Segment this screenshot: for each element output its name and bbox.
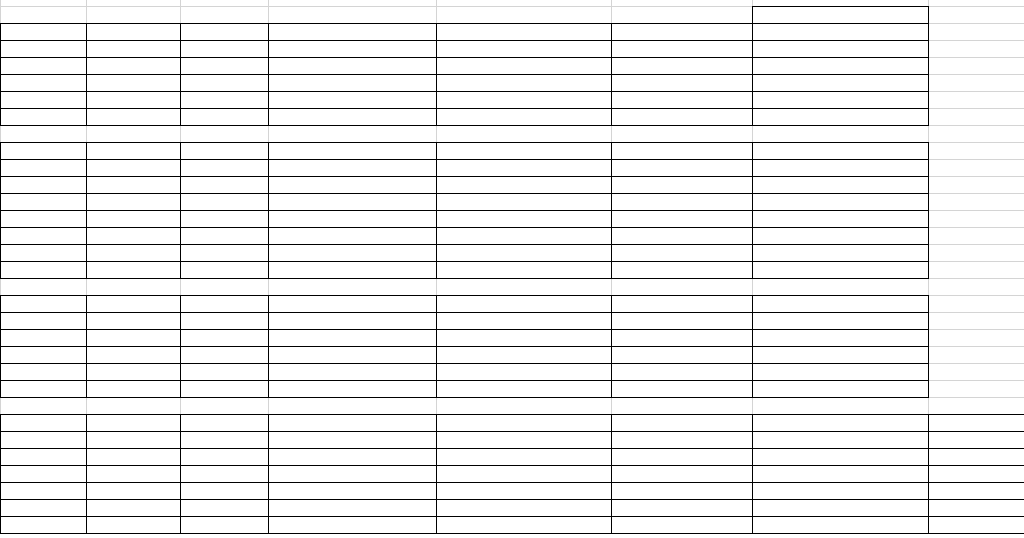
table-cell[interactable] xyxy=(611,499,752,516)
table-cell[interactable] xyxy=(0,193,86,210)
table-cell[interactable] xyxy=(268,312,436,329)
header-cell[interactable] xyxy=(752,295,928,312)
cell-border xyxy=(180,142,181,279)
cell-border xyxy=(0,380,929,381)
table-row xyxy=(0,210,1024,227)
table-cell[interactable] xyxy=(180,74,268,91)
table-row xyxy=(0,74,1024,91)
table-cell[interactable] xyxy=(180,312,268,329)
table-cell[interactable] xyxy=(752,244,928,261)
table-row xyxy=(0,40,1024,57)
table-cell[interactable] xyxy=(268,380,436,397)
table-row xyxy=(0,312,1024,329)
table-cell[interactable] xyxy=(180,261,268,278)
cell-border xyxy=(180,414,181,534)
table-row xyxy=(0,329,1024,346)
table-cell[interactable] xyxy=(752,40,928,57)
table-cell[interactable] xyxy=(180,193,268,210)
cell-border xyxy=(0,91,929,92)
table-cell[interactable] xyxy=(436,227,611,244)
table-cell[interactable] xyxy=(86,482,180,499)
cell-border xyxy=(0,295,929,296)
table-cell[interactable] xyxy=(752,176,928,193)
cell-border xyxy=(0,108,929,109)
spacer-row xyxy=(0,397,1024,414)
table-row xyxy=(0,244,1024,261)
table-cell[interactable] xyxy=(436,465,611,482)
table-cell[interactable] xyxy=(611,91,752,108)
table-cell[interactable] xyxy=(268,448,436,465)
table-cell[interactable] xyxy=(752,516,928,533)
table-cell[interactable] xyxy=(752,346,928,363)
table-cell[interactable] xyxy=(436,448,611,465)
table-cell[interactable] xyxy=(436,312,611,329)
cell-border xyxy=(752,142,753,279)
table-cell[interactable] xyxy=(928,516,1024,533)
table-cell[interactable] xyxy=(436,176,611,193)
table-cell[interactable] xyxy=(611,448,752,465)
header-cell[interactable] xyxy=(268,295,436,312)
cell-border xyxy=(0,329,929,330)
spacer-row xyxy=(0,125,1024,142)
cell-border xyxy=(0,23,1,126)
table-cell[interactable] xyxy=(180,210,268,227)
cell-border xyxy=(0,125,929,126)
cell-border xyxy=(0,448,1024,449)
cell-border xyxy=(268,142,269,279)
table-row xyxy=(0,261,1024,278)
table-cell[interactable] xyxy=(268,346,436,363)
header-row xyxy=(0,295,1024,312)
table-cell[interactable] xyxy=(86,448,180,465)
table-cell[interactable] xyxy=(180,159,268,176)
table-cell[interactable] xyxy=(180,363,268,380)
table-cell[interactable] xyxy=(611,312,752,329)
table-cell[interactable] xyxy=(86,57,180,74)
table-cell[interactable] xyxy=(180,431,268,448)
table-row xyxy=(0,159,1024,176)
table-cell[interactable] xyxy=(752,312,928,329)
table-cell[interactable] xyxy=(436,346,611,363)
cell-border xyxy=(436,414,437,534)
table-cell[interactable] xyxy=(752,74,928,91)
table-row xyxy=(0,482,1024,499)
table-cell[interactable] xyxy=(268,329,436,346)
cell-border xyxy=(611,23,612,126)
cell-border xyxy=(928,414,929,534)
table-cell[interactable] xyxy=(611,40,752,57)
cell-border xyxy=(268,414,269,534)
table-cell[interactable] xyxy=(180,448,268,465)
table-cell[interactable] xyxy=(611,74,752,91)
table-cell[interactable] xyxy=(86,431,180,448)
table-cell[interactable] xyxy=(0,431,86,448)
cell-border xyxy=(0,57,929,58)
table-row xyxy=(0,176,1024,193)
table-cell[interactable] xyxy=(268,210,436,227)
header-cell[interactable] xyxy=(611,295,752,312)
table-cell[interactable] xyxy=(180,176,268,193)
header-row xyxy=(0,414,1024,431)
table-cell[interactable] xyxy=(86,329,180,346)
table-cell[interactable] xyxy=(86,40,180,57)
table-cell[interactable] xyxy=(752,227,928,244)
table-cell[interactable] xyxy=(268,108,436,125)
table-cell[interactable] xyxy=(752,159,928,176)
cell-border xyxy=(86,414,87,534)
table-cell[interactable] xyxy=(752,431,928,448)
table-cell[interactable] xyxy=(86,108,180,125)
header-cell[interactable] xyxy=(611,23,752,40)
table-row xyxy=(0,465,1024,482)
table-cell[interactable] xyxy=(0,227,86,244)
table-cell[interactable] xyxy=(611,482,752,499)
cell-border xyxy=(752,23,753,126)
cell-border xyxy=(0,414,1,534)
table-row xyxy=(0,380,1024,397)
table-cell[interactable] xyxy=(0,380,86,397)
table-cell[interactable] xyxy=(611,176,752,193)
cell-border xyxy=(436,295,437,398)
table-cell[interactable] xyxy=(0,499,86,516)
cell-border xyxy=(0,295,1,398)
table-cell[interactable] xyxy=(0,261,86,278)
header-cell[interactable] xyxy=(268,142,436,159)
cell-border xyxy=(928,295,929,398)
header-row xyxy=(0,6,1024,23)
table-cell[interactable] xyxy=(268,176,436,193)
table-cell[interactable] xyxy=(436,363,611,380)
table-cell[interactable] xyxy=(86,210,180,227)
table-cell[interactable] xyxy=(180,346,268,363)
cell-border xyxy=(611,414,612,534)
cell-border xyxy=(436,23,437,126)
table-cell[interactable] xyxy=(928,448,1024,465)
table-cell[interactable] xyxy=(268,482,436,499)
table-cell[interactable] xyxy=(268,244,436,261)
cell-border xyxy=(0,40,929,41)
table-cell[interactable] xyxy=(436,482,611,499)
table-cell[interactable] xyxy=(436,57,611,74)
header-row xyxy=(0,23,1024,40)
table-cell[interactable] xyxy=(0,516,86,533)
table-cell[interactable] xyxy=(268,74,436,91)
table-cell[interactable] xyxy=(436,244,611,261)
cell-border xyxy=(180,295,181,398)
cell-border xyxy=(752,414,753,534)
table-cell[interactable] xyxy=(86,176,180,193)
table-cell[interactable] xyxy=(436,40,611,57)
table-cell[interactable] xyxy=(180,227,268,244)
table-cell[interactable] xyxy=(0,210,86,227)
header-cell[interactable] xyxy=(180,142,268,159)
table-cell[interactable] xyxy=(180,465,268,482)
table-cell[interactable] xyxy=(436,380,611,397)
cell-border xyxy=(180,23,181,126)
table-row xyxy=(0,516,1024,533)
table-cell[interactable] xyxy=(752,329,928,346)
cell-border xyxy=(0,499,1024,500)
table-cell[interactable] xyxy=(268,193,436,210)
table-cell[interactable] xyxy=(268,227,436,244)
cell-border xyxy=(86,23,87,126)
cell-border xyxy=(0,346,929,347)
table-cell[interactable] xyxy=(0,465,86,482)
table-cell[interactable] xyxy=(86,244,180,261)
table-cell[interactable] xyxy=(86,312,180,329)
table-cell[interactable] xyxy=(0,448,86,465)
cell-border xyxy=(611,295,612,398)
cell-border xyxy=(611,142,612,279)
table-cell[interactable] xyxy=(268,499,436,516)
table-cell[interactable] xyxy=(928,482,1024,499)
table-cell[interactable] xyxy=(752,465,928,482)
table-cell[interactable] xyxy=(86,380,180,397)
table-cell[interactable] xyxy=(752,363,928,380)
table-cell[interactable] xyxy=(86,91,180,108)
table-cell[interactable] xyxy=(180,380,268,397)
table-cell[interactable] xyxy=(752,499,928,516)
table-cell[interactable] xyxy=(436,193,611,210)
table-cell[interactable] xyxy=(180,482,268,499)
header-cell[interactable] xyxy=(611,142,752,159)
table-cell[interactable] xyxy=(0,346,86,363)
table-cell[interactable] xyxy=(268,57,436,74)
table-cell[interactable] xyxy=(268,159,436,176)
header-row xyxy=(0,142,1024,159)
table-cell[interactable] xyxy=(180,244,268,261)
cell-border xyxy=(268,23,269,126)
cell-border xyxy=(0,261,929,262)
header-cell[interactable] xyxy=(752,23,928,40)
table-cell[interactable] xyxy=(0,482,86,499)
cell-border xyxy=(752,295,753,398)
header-cell[interactable] xyxy=(268,23,436,40)
header-cell[interactable] xyxy=(0,23,86,40)
cell-border xyxy=(436,142,437,279)
table-cell[interactable] xyxy=(928,465,1024,482)
header-cell[interactable] xyxy=(436,414,611,431)
cell-border xyxy=(0,244,929,245)
table-cell[interactable] xyxy=(86,346,180,363)
header-cell[interactable] xyxy=(86,295,180,312)
cell-border xyxy=(0,210,929,211)
table-cell[interactable] xyxy=(0,329,86,346)
table-cell[interactable] xyxy=(86,465,180,482)
table-cell[interactable] xyxy=(611,465,752,482)
cell-border xyxy=(0,397,929,398)
header-cell[interactable] xyxy=(86,414,180,431)
table-cell[interactable] xyxy=(86,516,180,533)
table-cell[interactable] xyxy=(268,261,436,278)
table-cell[interactable] xyxy=(436,91,611,108)
header-cell[interactable] xyxy=(180,414,268,431)
table-cell[interactable] xyxy=(928,499,1024,516)
table-row xyxy=(0,448,1024,465)
header-cell[interactable] xyxy=(752,6,928,23)
table-cell[interactable] xyxy=(0,244,86,261)
table-cell[interactable] xyxy=(611,210,752,227)
header-cell[interactable] xyxy=(180,23,268,40)
cell-border xyxy=(928,23,929,126)
table-cell[interactable] xyxy=(268,40,436,57)
table-row xyxy=(0,227,1024,244)
table-cell[interactable] xyxy=(436,499,611,516)
table-cell[interactable] xyxy=(180,40,268,57)
table-cell[interactable] xyxy=(268,516,436,533)
cell-border xyxy=(0,193,929,194)
cell-border xyxy=(0,533,1024,534)
cell-border xyxy=(0,278,929,279)
table-cell[interactable] xyxy=(436,210,611,227)
table-cell[interactable] xyxy=(180,108,268,125)
table-cell[interactable] xyxy=(611,193,752,210)
table-cell[interactable] xyxy=(611,346,752,363)
table-cell[interactable] xyxy=(86,261,180,278)
table-cell[interactable] xyxy=(752,193,928,210)
table-cell[interactable] xyxy=(611,380,752,397)
table-cell[interactable] xyxy=(928,431,1024,448)
table-row xyxy=(0,57,1024,74)
table-cell[interactable] xyxy=(611,227,752,244)
table-cell[interactable] xyxy=(611,261,752,278)
table-cell[interactable] xyxy=(0,74,86,91)
header-cell[interactable] xyxy=(86,23,180,40)
table-cell[interactable] xyxy=(86,74,180,91)
table-cell[interactable] xyxy=(611,431,752,448)
table-cell[interactable] xyxy=(180,91,268,108)
cell-border xyxy=(0,516,1024,517)
cell-border xyxy=(0,23,929,24)
cell-border xyxy=(0,363,929,364)
cell-border xyxy=(86,295,87,398)
table-cell[interactable] xyxy=(0,57,86,74)
cell-border xyxy=(0,414,1024,415)
table-cell[interactable] xyxy=(752,108,928,125)
table-cell[interactable] xyxy=(0,40,86,57)
table-row xyxy=(0,193,1024,210)
cell-border xyxy=(0,159,929,160)
table-cell[interactable] xyxy=(436,159,611,176)
header-cell[interactable] xyxy=(436,295,611,312)
table-row xyxy=(0,346,1024,363)
table-cell[interactable] xyxy=(752,380,928,397)
cell-border xyxy=(0,312,929,313)
table-cell[interactable] xyxy=(86,159,180,176)
table-cell[interactable] xyxy=(0,363,86,380)
cell-border xyxy=(0,465,1024,466)
table-cell[interactable] xyxy=(86,193,180,210)
table-cell[interactable] xyxy=(752,482,928,499)
cell-border xyxy=(0,142,1,279)
cell-border xyxy=(268,295,269,398)
table-row xyxy=(0,363,1024,380)
table-cell[interactable] xyxy=(268,465,436,482)
table-cell[interactable] xyxy=(611,159,752,176)
cell-border xyxy=(0,482,1024,483)
table-row xyxy=(0,91,1024,108)
header-cell[interactable] xyxy=(436,23,611,40)
table-cell[interactable] xyxy=(86,499,180,516)
table-cell[interactable] xyxy=(611,244,752,261)
cell-border xyxy=(0,431,1024,432)
cell-border xyxy=(0,142,929,143)
spacer-row xyxy=(0,278,1024,295)
table-cell[interactable] xyxy=(436,108,611,125)
table-cell[interactable] xyxy=(752,91,928,108)
table-row xyxy=(0,108,1024,125)
table-cell[interactable] xyxy=(0,176,86,193)
table-cell[interactable] xyxy=(611,329,752,346)
table-cell[interactable] xyxy=(0,312,86,329)
table-cell[interactable] xyxy=(268,363,436,380)
cell-border xyxy=(752,6,753,24)
table-cell[interactable] xyxy=(611,363,752,380)
table-cell[interactable] xyxy=(0,91,86,108)
table-cell[interactable] xyxy=(0,108,86,125)
header-cell[interactable] xyxy=(436,142,611,159)
table-cell[interactable] xyxy=(752,448,928,465)
table-cell[interactable] xyxy=(436,329,611,346)
header-cell[interactable] xyxy=(611,414,752,431)
header-cell[interactable] xyxy=(928,414,1024,431)
table-cell[interactable] xyxy=(268,431,436,448)
table-cell[interactable] xyxy=(268,91,436,108)
table-cell[interactable] xyxy=(86,363,180,380)
header-cell[interactable] xyxy=(86,142,180,159)
table-cell[interactable] xyxy=(752,210,928,227)
cell-border xyxy=(86,142,87,279)
table-cell[interactable] xyxy=(0,159,86,176)
header-cell[interactable] xyxy=(752,414,928,431)
cell-border xyxy=(928,142,929,279)
table-cell[interactable] xyxy=(611,108,752,125)
table-cell[interactable] xyxy=(436,431,611,448)
cell-border xyxy=(928,6,929,24)
table-cell[interactable] xyxy=(752,57,928,74)
table-cell[interactable] xyxy=(436,516,611,533)
header-cell[interactable] xyxy=(752,142,928,159)
table-cell[interactable] xyxy=(86,227,180,244)
header-cell[interactable] xyxy=(268,414,436,431)
table-row xyxy=(0,499,1024,516)
table-cell[interactable] xyxy=(436,261,611,278)
header-cell[interactable] xyxy=(180,295,268,312)
table-cell[interactable] xyxy=(752,261,928,278)
cell-border xyxy=(0,176,929,177)
table-cell[interactable] xyxy=(436,74,611,91)
table-cell[interactable] xyxy=(611,516,752,533)
table-cell[interactable] xyxy=(180,329,268,346)
cell-border xyxy=(752,6,929,7)
table-cell[interactable] xyxy=(180,516,268,533)
table-row xyxy=(0,431,1024,448)
table-cell[interactable] xyxy=(611,57,752,74)
table-cell[interactable] xyxy=(180,499,268,516)
cell-border xyxy=(0,74,929,75)
cell-border xyxy=(0,227,929,228)
table-cell[interactable] xyxy=(180,57,268,74)
